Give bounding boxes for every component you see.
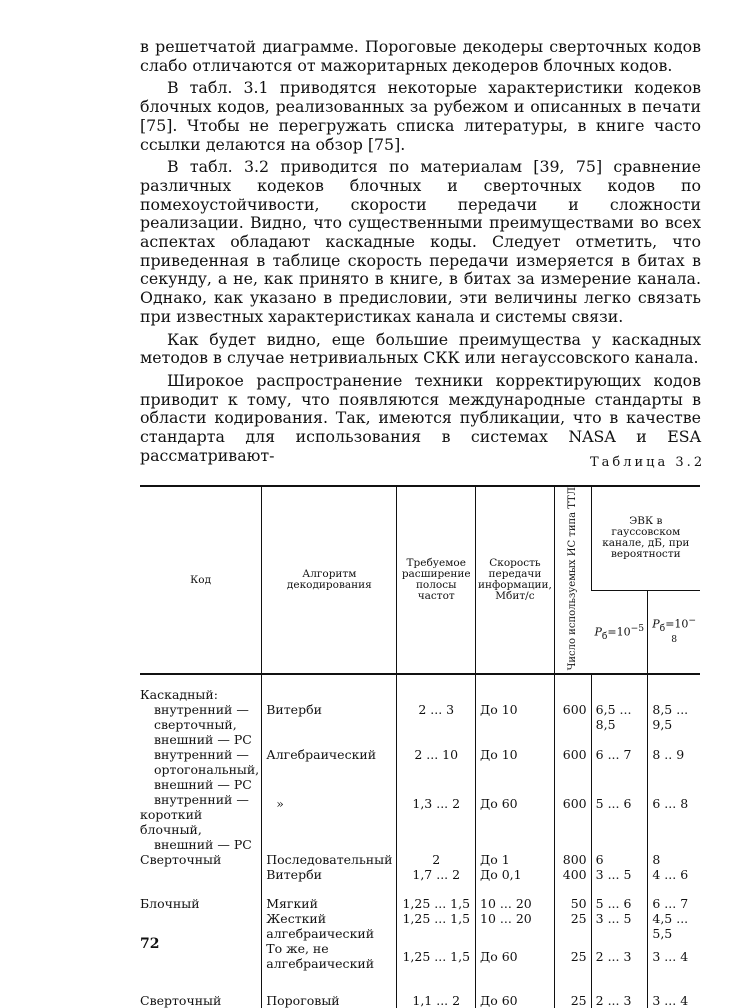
table-row: Сверточный Последовательный 2 До 1 800 6 8 — [140, 852, 700, 867]
table-row: внутренний — ортогональный, внешний — РС Алгебраический 2 ... 10 До 10 600 6 ... 7 8 .. 9 — [140, 747, 700, 792]
header-speed: Скорость передачи информации, Мбит/с — [476, 486, 555, 674]
comparison-table — [140, 485, 700, 1008]
header-p8: $P_б=10^{- 8}$ — [648, 590, 700, 674]
header-bandwidth: Требуемое расширение полосы частот — [397, 486, 476, 674]
header-algorithm: Алгоритм декодирования — [262, 486, 397, 674]
header-p5: $P_б=10^{-5}$ — [591, 590, 648, 674]
body-text — [140, 38, 701, 469]
table-row: внутренний — короткий блочный, внешний — РС » 1,3 ... 2 До 60 600 5 ... 6 6 ... 8 — [140, 792, 700, 852]
table-row: То же, не алгебраический 1,25 ... 1,5 До 60 25 2 ... 3 3 ... 4 — [140, 941, 700, 971]
header-ic-count: Число используемых ИС типа ТТЛ — [554, 486, 591, 674]
paragraph: Широкое распространение техники корректирующих кодов приводит к тому, что появляются международные стандарты в области кодирования. Так, имеются публикации, что в качестве стандарта для использования в системах NASA и ESA рассматривают- — [140, 370, 701, 465]
table-caption: Таблица 3.2 — [590, 455, 706, 470]
table-row: Сверточный Пороговый 1,1 ... 2 До 60 25 2 ... 3 3 ... 4 — [140, 971, 700, 1008]
page-number: 72 — [140, 936, 160, 952]
paragraph: в решетчатой диаграмме. Пороговые декодеры сверточных кодов слабо отличаются от мажоритарных декодеров блочных кодов. — [140, 37, 701, 75]
header-code: Код — [140, 486, 262, 674]
header-evk: ЭВК в гауссовском канале, дБ, при вероятности — [591, 486, 700, 590]
paragraph: В табл. 3.2 приводится по материалам [39, 75] сравнение различных кодеков блочных и сверточных кодов по помехоустойчивости, скорости передачи и сложности реализации. Видно, что существенными преимуществами во всех аспектах обладают каскадные коды. Следует отметить, что приведенная в таблице скорость передачи измеряется в битах в секунду, а не, как принято в книге, в битах за измерение канала. Однако, как указано в предисловии, эти величины легко связать при известных характеристиках канала и системы связи. — [140, 157, 701, 326]
table-row: Каскадный: внутренний — сверточный, внешний — РС Витерби 2 ... 3 До 10 600 6,5 ... 8,5 8,5 ... 9,5 — [140, 674, 700, 747]
table-row: Блочный Мягкий 1,25 ... 1,5 10 ... 20 50 5 ... 6 6 ... 7 — [140, 882, 700, 911]
table-row: Жесткий алгебраический 1,25 ... 1,5 10 ... 20 25 3 ... 5 4,5 ... 5,5 — [140, 911, 700, 941]
table-row: Витерби 1,7 ... 2 До 0,1 400 3 ... 5 4 ... 6 — [140, 867, 700, 882]
label-cascade: Каскадный: — [140, 687, 218, 703]
paragraph: В табл. 3.1 приводятся некоторые характеристики кодеков блочных кодов, реализованных за рубежом и описанных в печати [75]. Чтобы не перегружать списка литературы, в книге часто ссылки делаются на обзор [75]. — [140, 78, 701, 154]
paragraph: Как будет видно, еще большие преимущества у каскадных методов в случае нетривиальных СКК или негауссовского канала. — [140, 329, 701, 368]
